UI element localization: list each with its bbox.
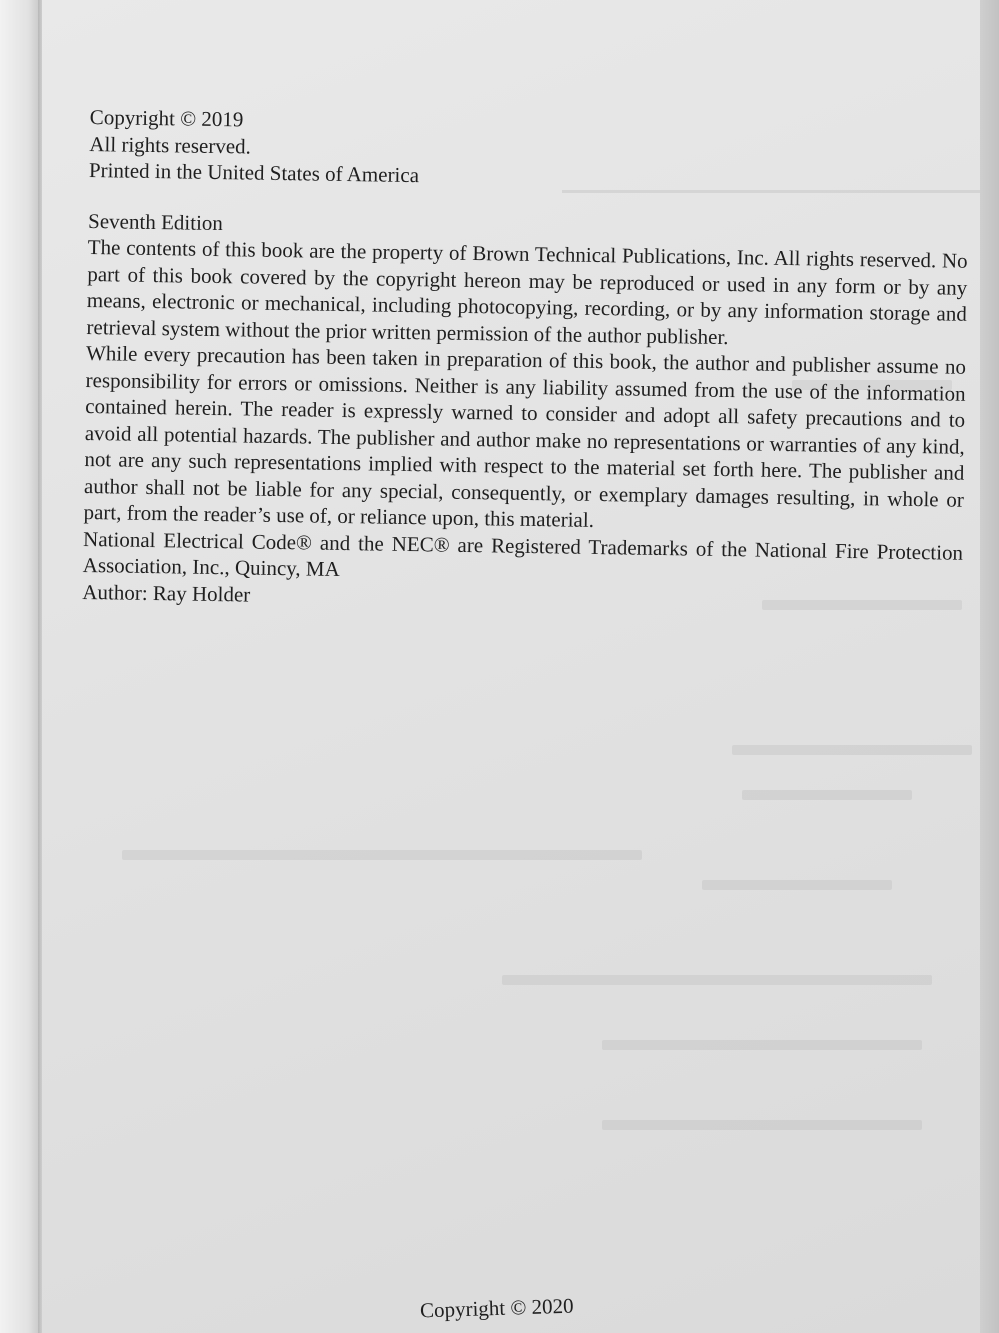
show-through-line: [602, 1040, 922, 1050]
author-line: Author: Ray Holder: [82, 579, 251, 607]
show-through-line: [502, 975, 932, 985]
show-through-line: [122, 850, 642, 860]
show-through-line: [702, 880, 892, 890]
copyright-page-text: [82, 104, 970, 619]
show-through-line: [742, 790, 912, 800]
adjacent-page-edge: [0, 0, 40, 1333]
disclaimer-paragraph: While every precaution has been taken in preparation of this book, the author and publisher assume no responsibility for errors or omissions. Neither is any liability assumed from the use of the information contained herein. The reader is expressly warned to consider and adopt all safety precautions and to avoid all potential hazards. The publisher and author make no representations or warranties of any kind, not are any such representations implied with respect to the material set forth here. The publisher and author shall not be liable for any special, consequently, or exemplary damages resulting, in whole or part, from the reader’s use of, or reliance upon, this material.: [83, 340, 967, 532]
edition-label: Seventh Edition: [87, 208, 224, 235]
copyright-block: [89, 104, 970, 197]
rights-line: All rights reserved.: [89, 131, 252, 159]
contents-paragraph: The contents of this book are the property of Brown Technical Publications, Inc. All rights reserved. No part of this book covered by the copyright hereon may be reproduced or used in any form or by any means, electronic or mechanical, including photocopying, recording, or by any information storage and retrieval system without the prior written permission of the author publisher.: [86, 234, 968, 349]
printed-line: Printed in the United States of America: [88, 157, 420, 188]
trademark-paragraph: National Electrical Code® and the NEC® are Registered Trademarks of the National Fire Protection Association, Inc., Quincy, MA: [82, 526, 964, 581]
page-stack-edge: [980, 0, 999, 1333]
show-through-line: [732, 745, 972, 755]
copyright-line: Copyright © 2019: [89, 104, 244, 132]
footer-copyright: Copyright © 2020: [419, 1293, 574, 1323]
show-through-line: [602, 1120, 922, 1130]
